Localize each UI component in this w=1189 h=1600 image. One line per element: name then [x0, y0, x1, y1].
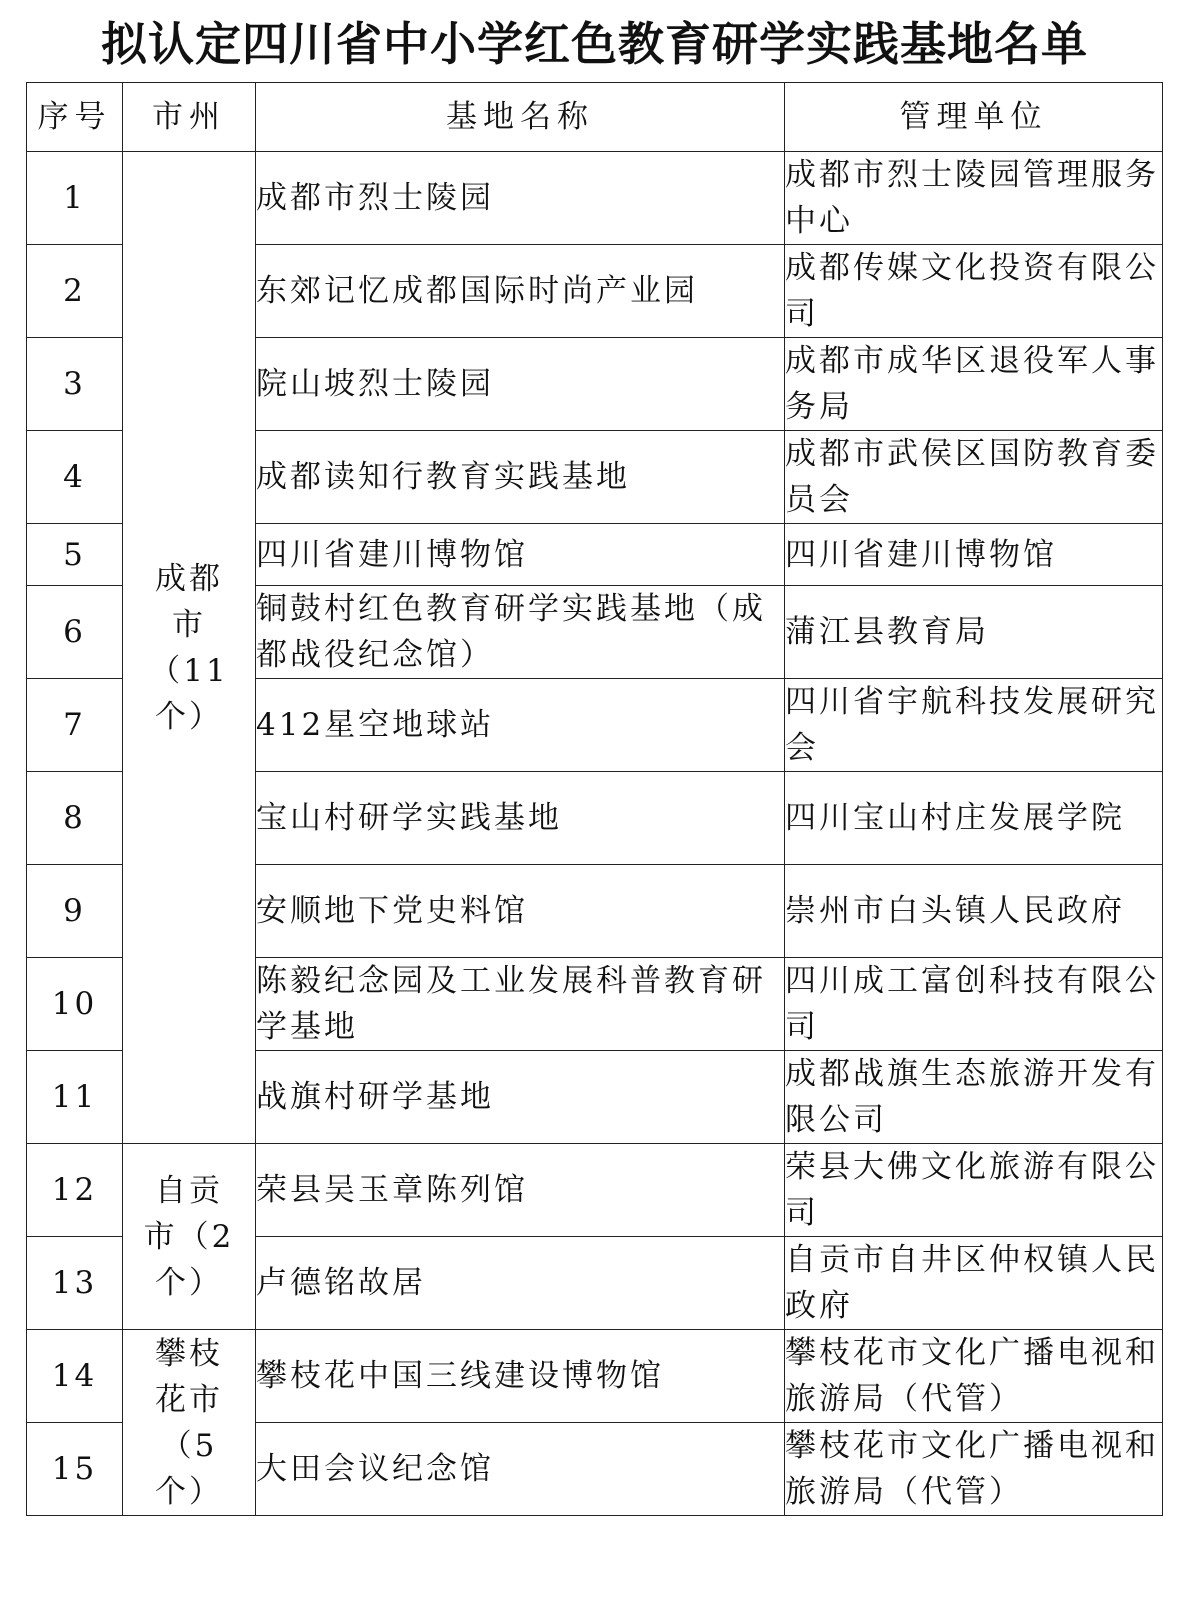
city-label: 攀枝花市（5个） [155, 1335, 223, 1510]
unit-cell: 攀枝花市文化广播电视和旅游局（代管） [785, 1423, 1163, 1516]
name-cell: 陈毅纪念园及工业发展科普教育研学基地 [256, 958, 785, 1051]
unit-cell: 四川省宇航科技发展研究会 [785, 679, 1163, 772]
seq-cell: 8 [27, 772, 123, 865]
header-unit: 管理单位 [785, 83, 1163, 152]
table-row [27, 152, 1163, 245]
header-city: 市州 [123, 83, 256, 152]
unit-cell: 成都传媒文化投资有限公司 [785, 245, 1163, 338]
name-cell: 宝山村研学实践基地 [256, 772, 785, 865]
name-cell: 铜鼓村红色教育研学实践基地（成都战役纪念馆） [256, 586, 785, 679]
unit-cell: 成都市成华区退役军人事务局 [785, 338, 1163, 431]
header-name: 基地名称 [256, 83, 785, 152]
seq-cell: 3 [27, 338, 123, 431]
seq-cell: 1 [27, 152, 123, 245]
seq-cell: 4 [27, 431, 123, 524]
name-cell: 安顺地下党史料馆 [256, 865, 785, 958]
page-title: 拟认定四川省中小学红色教育研学实践基地名单 [101, 17, 1088, 71]
seq-cell: 5 [27, 524, 123, 586]
header-seq: 序号 [27, 83, 123, 152]
unit-cell: 四川成工富创科技有限公司 [785, 958, 1163, 1051]
seq-cell: 10 [27, 958, 123, 1051]
seq-cell: 9 [27, 865, 123, 958]
name-cell: 成都读知行教育实践基地 [256, 431, 785, 524]
seq-cell: 15 [27, 1423, 123, 1516]
table-row [27, 1330, 1163, 1423]
name-cell: 卢德铭故居 [256, 1237, 785, 1330]
unit-cell: 攀枝花市文化广播电视和旅游局（代管） [785, 1330, 1163, 1423]
unit-cell: 成都市烈士陵园管理服务中心 [785, 152, 1163, 245]
unit-cell: 四川宝山村庄发展学院 [785, 772, 1163, 865]
name-cell: 战旗村研学基地 [256, 1051, 785, 1144]
seq-cell: 2 [27, 245, 123, 338]
name-cell: 攀枝花中国三线建设博物馆 [256, 1330, 785, 1423]
seq-cell: 7 [27, 679, 123, 772]
city-label: 自贡市（2个） [143, 1172, 235, 1301]
city-label: 成都市（11个） [149, 560, 229, 735]
city-cell-zigong [123, 1144, 256, 1330]
seq-cell: 14 [27, 1330, 123, 1423]
name-cell: 东郊记忆成都国际时尚产业园 [256, 245, 785, 338]
seq-cell: 13 [27, 1237, 123, 1330]
seq-cell: 6 [27, 586, 123, 679]
name-cell: 成都市烈士陵园 [256, 152, 785, 245]
seq-cell: 11 [27, 1051, 123, 1144]
name-cell: 荣县吴玉章陈列馆 [256, 1144, 785, 1237]
table-row [27, 1144, 1163, 1237]
city-cell-chengdu [123, 152, 256, 1144]
name-cell: 大田会议纪念馆 [256, 1423, 785, 1516]
table-header-row [27, 83, 1163, 152]
unit-cell: 成都市武侯区国防教育委员会 [785, 431, 1163, 524]
unit-cell: 崇州市白头镇人民政府 [785, 865, 1163, 958]
unit-cell: 荣县大佛文化旅游有限公司 [785, 1144, 1163, 1237]
base-list-table [26, 82, 1163, 1516]
name-cell: 四川省建川博物馆 [256, 524, 785, 586]
name-cell: 412星空地球站 [256, 679, 785, 772]
seq-cell: 12 [27, 1144, 123, 1237]
name-cell: 院山坡烈士陵园 [256, 338, 785, 431]
unit-cell: 蒲江县教育局 [785, 586, 1163, 679]
unit-cell: 成都战旗生态旅游开发有限公司 [785, 1051, 1163, 1144]
unit-cell: 四川省建川博物馆 [785, 524, 1163, 586]
city-cell-panzhihua [123, 1330, 256, 1516]
unit-cell: 自贡市自井区仲权镇人民政府 [785, 1237, 1163, 1330]
